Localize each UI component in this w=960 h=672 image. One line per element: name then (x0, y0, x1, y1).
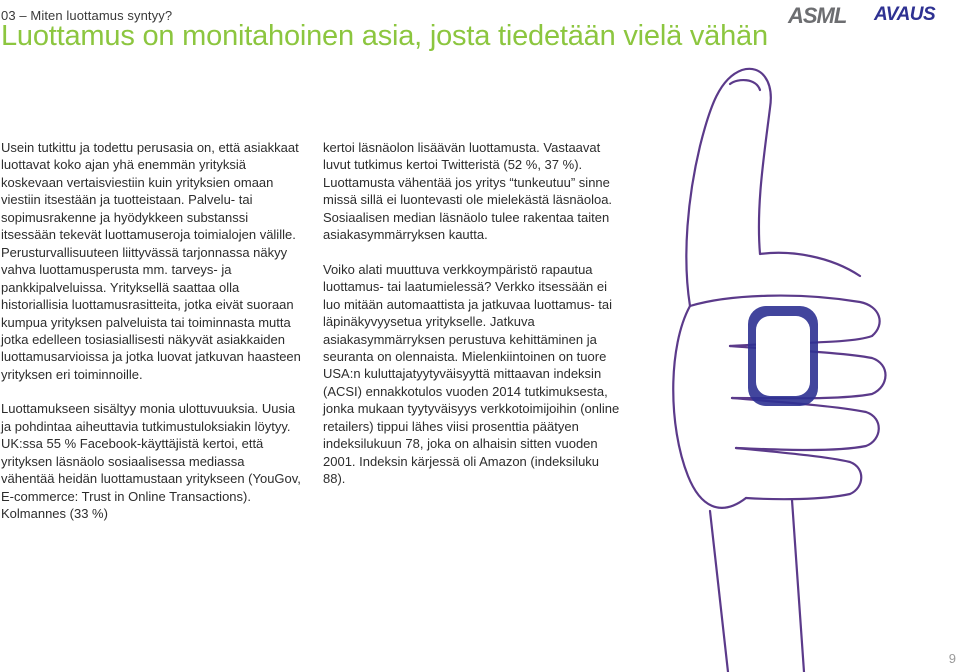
thumbs-up-illustration (560, 6, 960, 672)
page-number: 9 (948, 651, 956, 666)
wrist-outline-right (792, 500, 804, 672)
thumb-outline (686, 69, 860, 306)
page-title: Luottamus on monitahoinen asia, josta tiedetään vielä vähän (1, 20, 768, 52)
thumbnail (730, 80, 760, 90)
chapter-kicker: 03 – Miten luottamus syntyy? (1, 8, 173, 23)
ring-finger-outline (732, 398, 879, 450)
avaus-logo: AVAUS (874, 4, 936, 25)
left-paragraph-2: Luottamukseen sisältyy monia ulottuvuuksia. Uusia ja pohdintaa aiheuttavia tutkimustuloksiakin löytyy. UK:ssa 55 % Facebook-käyttäjistä kertoi, että yrityksen läsnäolo sosiaalisessa mediassa vähentää heidän luottamustaan yritykseen (YouGov, E-commerce: Trust in Online Transactions). Kolmannes (33 %) (1, 401, 301, 522)
right-paragraph-1: kertoi läsnäolon lisäävän luottamusta. Vastaavat luvut tutkimus kertoi Twitteristä (52 %, 37 %). Luottamusta vähentää jos yritys “tunkeutuu” sinne missä sillä ei luontevasti ole mielekästä läsnäoloa. Sosiaalisen median läsnäolo tulee rakentaa taiten asiakasymmärryksen kautta. (323, 140, 613, 243)
palm-outline (673, 306, 746, 508)
right-paragraph-2: Voiko alati muuttuva verkkoympäristö rapautua luottamus- tai laatumielessä? Verkko itsessään ei luo mitään automaattista ja jatkuvaa luottamus- tai läpinäkyvyysetua yritykselle. Jatkuva asiakasymmärryksen perustuva kehittäminen ja seuranta on olennaista. Mielenkiintoinen on tuore USA:n kuluttajatyytyväisyyttä mittaavan indeksin (ACSI) ennakkotulos vuoden 2014 tutkimuksesta, jonka mukaan tyytyväisyys verkkotoimijoihin (online retailers) tippui lähes viisi prosenttia päätyen indeksilukuun 78, joka on alhaisin sitten vuoden 2001. Indeksin kärjessä oli Amazon (indeksiluku 88). (323, 261, 620, 487)
left-column (1, 139, 301, 540)
wrist-outline (710, 511, 728, 672)
little-finger-outline (736, 448, 861, 499)
asml-logo: ASML (788, 3, 847, 28)
left-paragraph-1: Usein tutkittu ja todettu perusasia on, että asiakkaat luottavat koko ajan yhä enemmän yrityksiä koskevaan vertaisviestiin kuin yrityksien omaan viestiin itsestään ja tuotteistaan. Palvelu- tai sopimusrakenne ja hyödykkeen substanssi itsessään tekevät luottamuseroja toimialojen välille. Perusturvallisuuteen liittyvässä tarjonnassa näkyy vahva luottamusperusta mm. tarveys- ja pankkipalveluissa. Yrityksellä saattaa olla historiallisia luottamusrasitteita, jotka eivät suoraan kumpua yrityksen palveluista tai toiminnasta mutta jotka edelleen tosiasiallisesti näkyvät asiakkaiden luottamusarvioissa ja jotka luovat jatkuvan haasteen yrityksen eri toiminnoille. (1, 140, 301, 382)
